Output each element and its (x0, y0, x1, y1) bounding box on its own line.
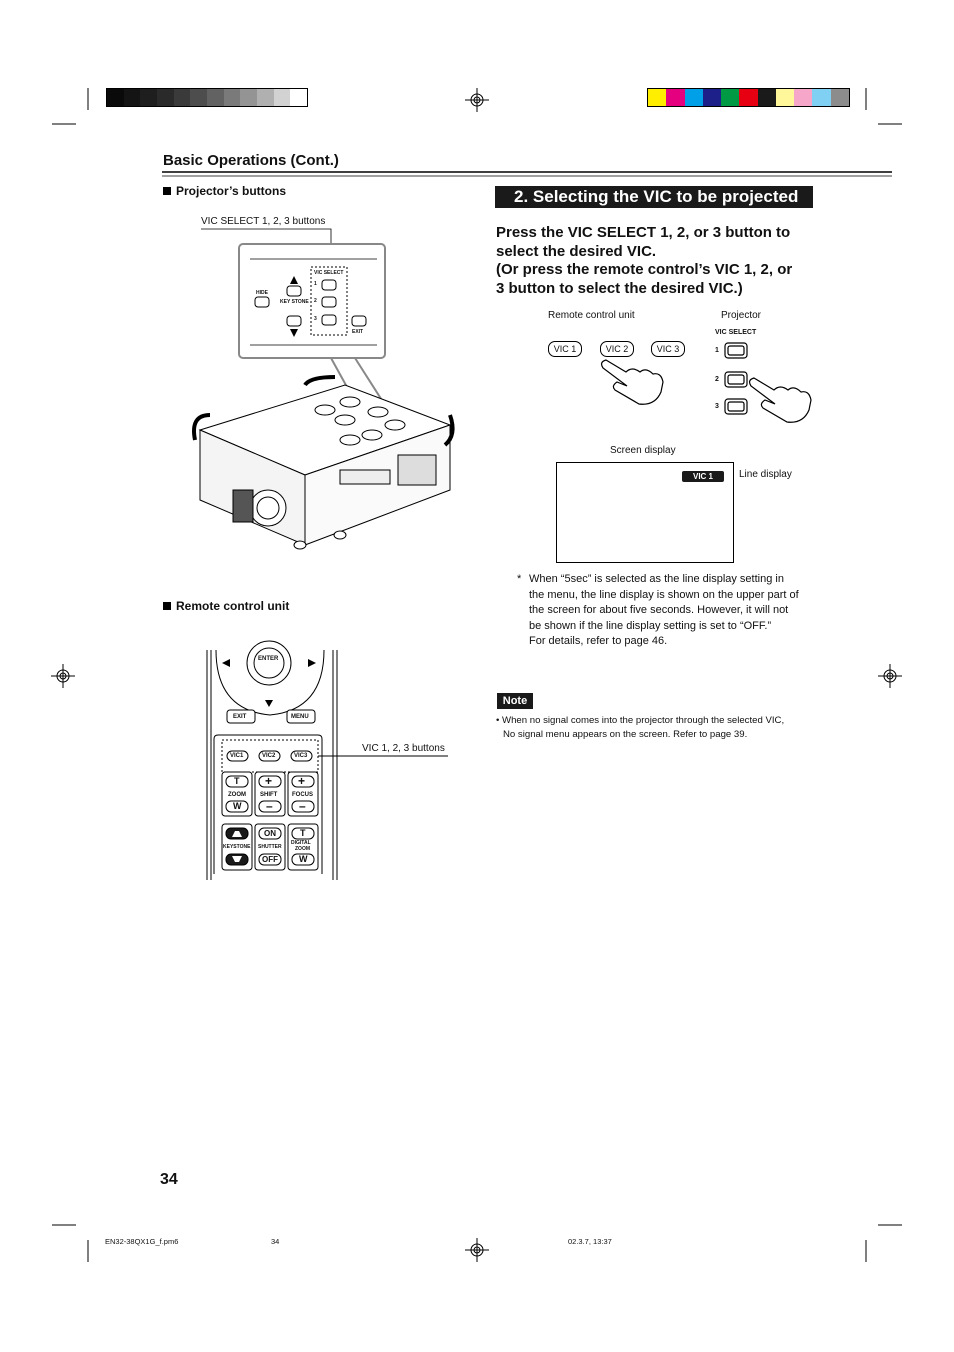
remote-digital-zoom-w: W (299, 854, 308, 864)
instruction-line: select the desired VIC. (496, 242, 657, 260)
footnote-line: the menu, the line display is shown on the upper part of (529, 588, 799, 601)
vic-select-label: VIC SELECT (715, 329, 757, 336)
panel-num-2: 2 (314, 298, 317, 304)
section-title: 2. Selecting the VIC to be projected (514, 187, 799, 206)
remote-zoom-label: ZOOM (228, 792, 246, 798)
projector-num-3: 3 (715, 403, 719, 410)
remote-shift-minus: – (266, 799, 273, 813)
panel-hide-label: HIDE (256, 290, 268, 296)
screen-display-label: Screen display (610, 445, 676, 456)
remote-vic1-label: VIC 1 (553, 344, 577, 354)
screen-display-frame (556, 462, 734, 563)
pointing-hand-icon (602, 360, 663, 404)
footnote-marker: * (517, 573, 522, 585)
footnote-text (529, 572, 812, 650)
panel-num-1: 1 (314, 281, 317, 287)
remote-exit-button: EXIT (233, 714, 247, 720)
remote-focus-label: FOCUS (292, 792, 313, 798)
remote-digital-zoom-label: ZOOM (295, 846, 310, 852)
remote-shift-label: SHIFT (260, 792, 278, 798)
line-display-label: Line display (739, 469, 792, 480)
page-number: 34 (160, 1171, 178, 1188)
note-text (496, 714, 784, 742)
line-display-badge (682, 471, 724, 482)
remote-digital-zoom-t: T (300, 828, 306, 838)
remote-focus-minus: – (299, 799, 306, 813)
projector-label: Projector (721, 310, 762, 321)
panel-vic-select-label: VIC SELECT (314, 270, 344, 276)
remote-shutter-on: ON (264, 829, 276, 838)
footnote-line: the screen for about five seconds. However, it will not (529, 604, 789, 617)
panel-keystone-label: KEY STONE (280, 299, 309, 305)
remote-focus-plus: + (298, 774, 306, 788)
remote-vic2-label: VIC 2 (605, 344, 629, 354)
footnote-line: For details, refer to page 46. (529, 635, 668, 648)
footnote-line: be shown if the line display setting is set to “OFF.” (529, 619, 772, 632)
remote-shift-plus: + (265, 774, 273, 788)
remote-zoom-t: T (234, 776, 240, 786)
remote-keystone-label: KEYSTONE (223, 844, 251, 850)
remote-vic3-label: VIC 3 (656, 344, 680, 354)
remote-control-unit-label: Remote control unit (548, 310, 635, 321)
footer-date: 02.3.7, 13:37 (568, 1237, 612, 1246)
instruction-line: Press the VIC SELECT 1, 2, or 3 button to (496, 224, 791, 241)
footer-file-name: EN32-38QX1G_f.pm6 (105, 1237, 179, 1246)
instruction-line: 3 button to select the desired VIC.) (496, 279, 743, 297)
note-badge-text: Note (502, 695, 528, 707)
note-line: No signal menu appears on the screen. Refer to page 39. (503, 729, 748, 740)
remote-enter-label: ENTER (258, 656, 279, 662)
remote-shutter-off: OFF (262, 855, 278, 864)
remote-zoom-w: W (233, 801, 242, 811)
line-display-badge-text: VIC 1 (692, 472, 713, 481)
projector-num-1: 1 (715, 347, 719, 354)
remote-vic1-button: VIC1 (230, 753, 244, 759)
remote-digital-label: DIGITAL (291, 840, 311, 846)
note-badge (497, 693, 533, 709)
footer-page: 34 (271, 1237, 280, 1246)
section-header: Basic Operations (Cont.) (163, 152, 339, 169)
remote-shutter-label: SHUTTER (258, 844, 282, 850)
footnote-line: When “5sec” is selected as the line display setting in (529, 573, 784, 585)
vic-select-callout: VIC SELECT 1, 2, 3 buttons (201, 216, 326, 227)
remote-control-title: Remote control unit (176, 599, 290, 613)
remote-vic2-button: VIC2 (262, 753, 276, 759)
remote-vic3-button: VIC3 (294, 753, 308, 759)
instruction-line: (Or press the remote control’s VIC 1, 2, or (496, 261, 793, 278)
note-line: • When no signal comes into the projector through the selected VIC, (496, 715, 785, 726)
projector-num-2: 2 (715, 376, 719, 383)
vic-buttons-callout: VIC 1, 2, 3 buttons (362, 743, 445, 754)
remote-menu-button: MENU (291, 714, 309, 720)
panel-exit-label: EXIT (352, 329, 364, 335)
panel-num-3: 3 (314, 316, 317, 322)
pointing-hand-icon (750, 378, 811, 422)
projector-buttons-title: Projector’s buttons (176, 184, 287, 198)
